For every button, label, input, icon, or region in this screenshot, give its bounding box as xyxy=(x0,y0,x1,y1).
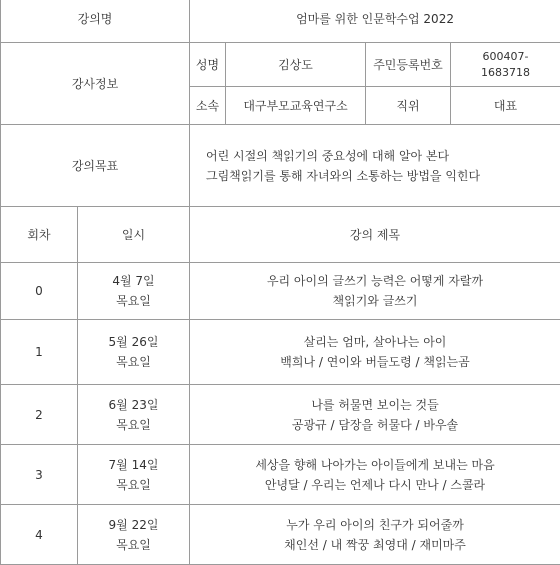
date-cell xyxy=(78,263,190,320)
id-number-line-2: 1683718 xyxy=(455,65,556,81)
date-line: 9월 22일 xyxy=(82,515,185,535)
table-row xyxy=(1,385,560,445)
date-line: 6월 23일 xyxy=(82,395,185,415)
date-cell xyxy=(78,445,190,505)
lecture-title-cell xyxy=(190,505,560,565)
lecture-title-cell xyxy=(190,263,560,320)
date-column-header: 일시 xyxy=(78,207,190,263)
lecture-title-line: 살리는 엄마, 살아나는 아이 xyxy=(194,332,556,352)
table-row xyxy=(1,505,560,565)
lecture-title-cell xyxy=(190,385,560,445)
instructor-row-1 xyxy=(1,43,560,87)
table-row xyxy=(1,445,560,505)
round-cell: 0 xyxy=(1,263,78,320)
lecture-title-line: 세상을 향해 나아가는 아이들에게 보내는 마음 xyxy=(194,455,556,475)
schedule-header-row xyxy=(1,207,560,263)
title-column-header: 강의 제목 xyxy=(190,207,560,263)
affiliation-label: 소속 xyxy=(190,87,226,125)
lecture-book-line: 공광규 / 담장을 허물다 / 바우솔 xyxy=(194,415,556,435)
lecture-title-cell xyxy=(190,320,560,385)
lecture-title-line: 누가 우리 아이의 친구가 되어줄까 xyxy=(194,515,556,535)
lecture-book-line: 안녕달 / 우리는 언제나 다시 만나 / 스콜라 xyxy=(194,475,556,495)
id-number-label: 주민등록번호 xyxy=(366,43,451,87)
name-value: 김상도 xyxy=(226,43,366,87)
affiliation-value: 대구부모교육연구소 xyxy=(226,87,366,125)
date-line: 5월 26일 xyxy=(82,332,185,352)
weekday-line: 목요일 xyxy=(82,415,185,435)
objectives-text xyxy=(190,125,560,207)
id-number-value xyxy=(451,43,560,87)
name-label: 성명 xyxy=(190,43,226,87)
date-line: 7월 14일 xyxy=(82,455,185,475)
lecture-book-line: 백희나 / 연이와 버들도령 / 책읽는곰 xyxy=(194,352,556,372)
table-row xyxy=(1,263,560,320)
course-name-row xyxy=(1,0,560,43)
weekday-line: 목요일 xyxy=(82,475,185,495)
round-cell: 1 xyxy=(1,320,78,385)
weekday-line: 목요일 xyxy=(82,291,185,311)
round-cell: 3 xyxy=(1,445,78,505)
objective-line-1: 어린 시절의 책읽기의 중요성에 대해 알아 본다 xyxy=(206,146,556,166)
objectives-section-label: 강의목표 xyxy=(1,125,190,207)
round-cell: 4 xyxy=(1,505,78,565)
lecture-book-line: 채인선 / 내 짝꿍 최영대 / 재미마주 xyxy=(194,535,556,555)
lecture-book-line: 책읽기와 글쓰기 xyxy=(194,291,556,311)
lecture-title-line: 나를 허물면 보이는 것들 xyxy=(194,395,556,415)
weekday-line: 목요일 xyxy=(82,352,185,372)
round-cell: 2 xyxy=(1,385,78,445)
round-column-header: 회차 xyxy=(1,207,78,263)
instructor-section-label: 강사정보 xyxy=(1,43,190,125)
date-cell xyxy=(78,385,190,445)
date-cell xyxy=(78,320,190,385)
objectives-row xyxy=(1,125,560,207)
table-row xyxy=(1,320,560,385)
course-name-label: 강의명 xyxy=(1,0,190,43)
date-cell xyxy=(78,505,190,565)
weekday-line: 목요일 xyxy=(82,535,185,555)
position-label: 직위 xyxy=(366,87,451,125)
id-number-line-1: 600407- xyxy=(455,49,556,65)
lecture-title-cell xyxy=(190,445,560,505)
date-line: 4월 7일 xyxy=(82,271,185,291)
lecture-title-line: 우리 아이의 글쓰기 능력은 어떻게 자랄까 xyxy=(194,271,556,291)
position-value: 대표 xyxy=(451,87,560,125)
objective-line-2: 그림책읽기를 통해 자녀와의 소통하는 방법을 익힌다 xyxy=(206,166,556,186)
course-name-value: 엄마를 위한 인문학수업 2022 xyxy=(190,0,560,43)
